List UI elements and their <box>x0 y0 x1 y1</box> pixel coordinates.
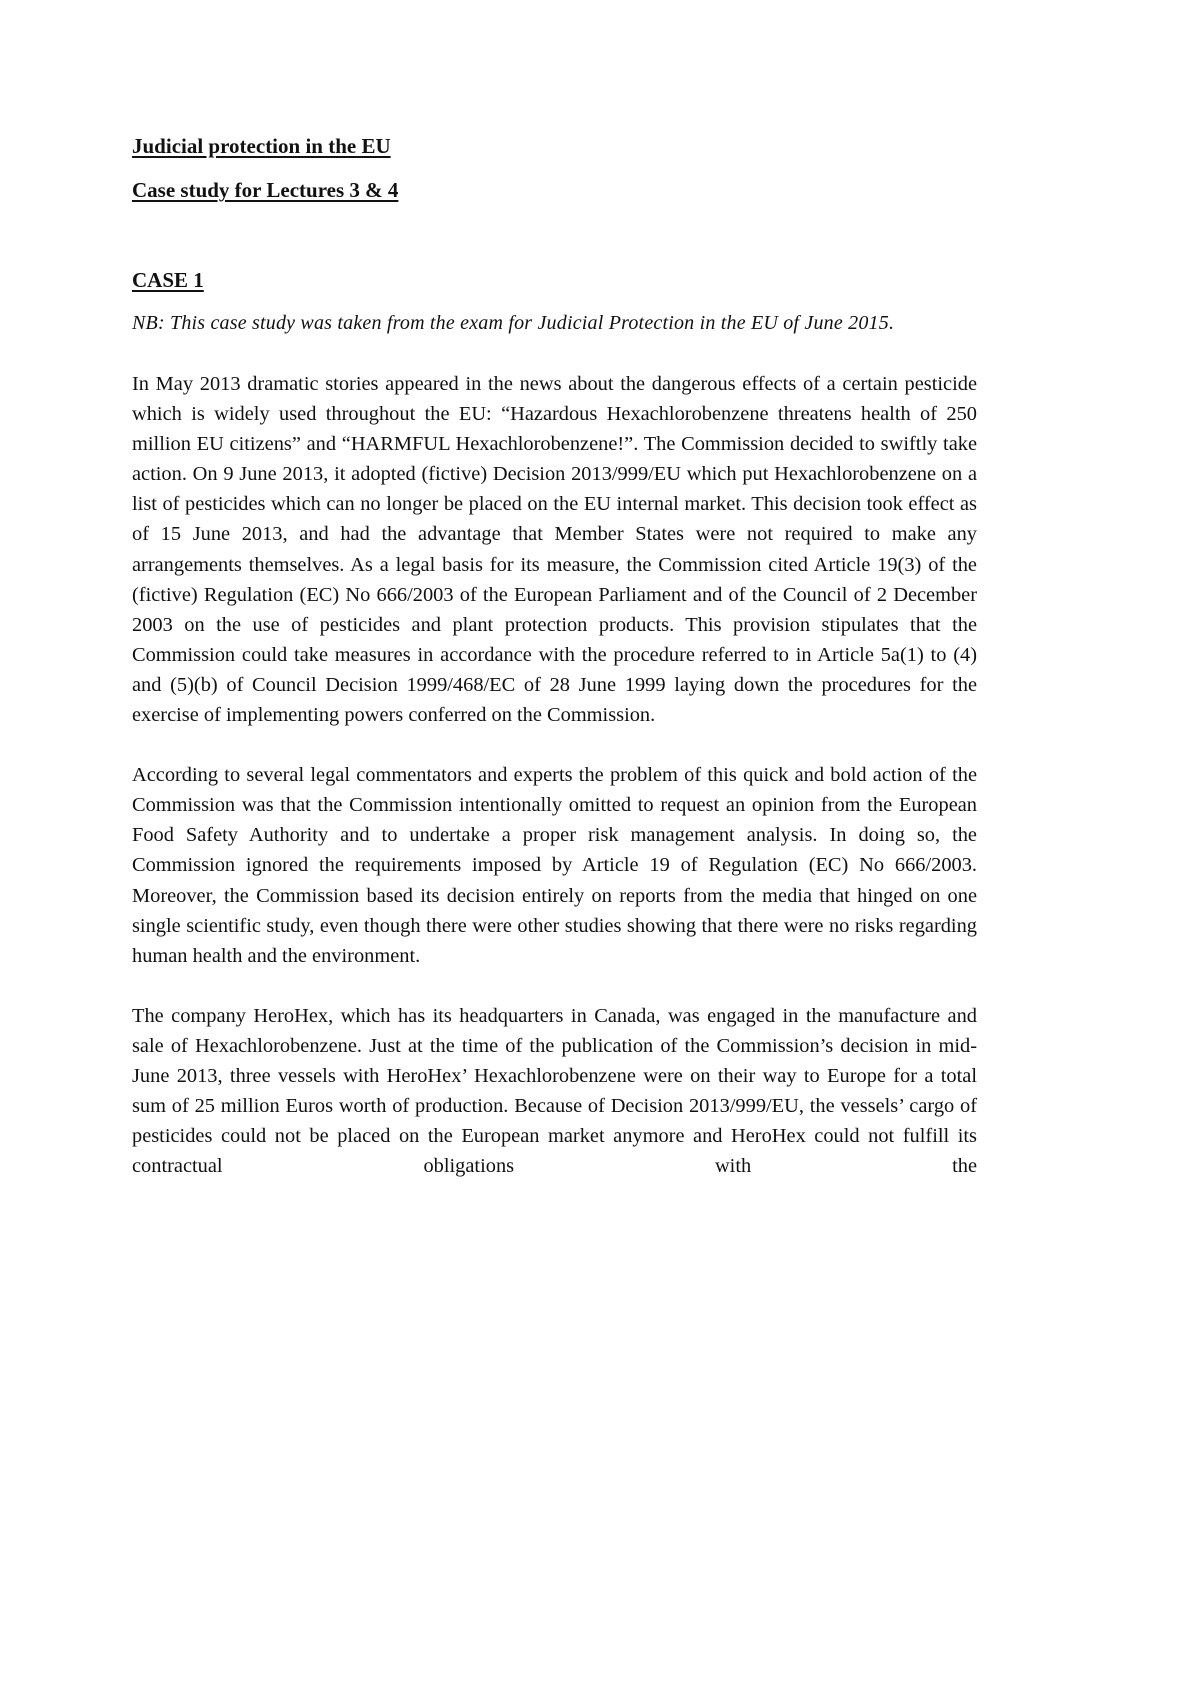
document-title: Judicial protection in the EU <box>132 134 391 158</box>
document-page <box>132 132 977 1181</box>
case-heading: CASE 1 <box>132 268 204 292</box>
document-subtitle: Case study for Lectures 3 & 4 <box>132 178 399 202</box>
exam-note: NB: This case study was taken from the exam for Judicial Protection in the EU of June 2015. <box>132 312 895 334</box>
paragraph-background: In May 2013 dramatic stories appeared in the news about the dangerous effects of a certain pesticide which is widely used throughout the EU: “Hazardous Hexachlorobenzene threatens health of 250 million EU citizens” and “HARMFUL Hexachlorobenzene!”. The Commission decided to swiftly take action. On 9 June 2013, it adopted (fictive) Decision 2013/999/EU which put Hexachlorobenzene on a list of pesticides which can no longer be placed on the EU internal market. This decision took effect as of 15 June 2013, and had the advantage that Member States were not required to make any arrangements themselves. As a legal basis for its measure, the Commission cited Article 19(3) of the (fictive) Regulation (EC) No 666/2003 of the European Parliament and of the Council of 2 December 2003 on the use of pesticides and plant protection products. This provision stipulates that the Commission could take measures in accordance with the procedure referred to in Article 5a(1) to (4) and (5)(b) of Council Decision 1999/468/EC of 28 June 1999 laying down the procedures for the exercise of implementing powers conferred on the Commission. <box>132 373 977 727</box>
paragraph-herohex: The company HeroHex, which has its headquarters in Canada, was engaged in the manufacture and sale of Hexachlorobenzene. Just at the time of the publication of the Commission’s decision in mid-June 2013, three vessels with HeroHex’ Hexachlorobenzene were on their way to Europe for a total sum of 25 million Euros worth of production. Because of Decision 2013/999/EU, the vessels’ cargo of pesticides could not be placed on the European market anymore and HeroHex could not fulfill its contractual obligations with the <box>132 1004 977 1178</box>
paragraph-criticism: According to several legal commentators and experts the problem of this quick and bold action of the Commission was that the Commission intentionally omitted to request an opinion from the European Food Safety Authority and to undertake a proper risk management analysis. In doing so, the Commission ignored the requirements imposed by Article 19 of Regulation (EC) No 666/2003. Moreover, the Commission based its decision entirely on reports from the media that hinged on one single scientific study, even though there were other studies showing that there were no risks regarding human health and the environment. <box>132 764 977 967</box>
